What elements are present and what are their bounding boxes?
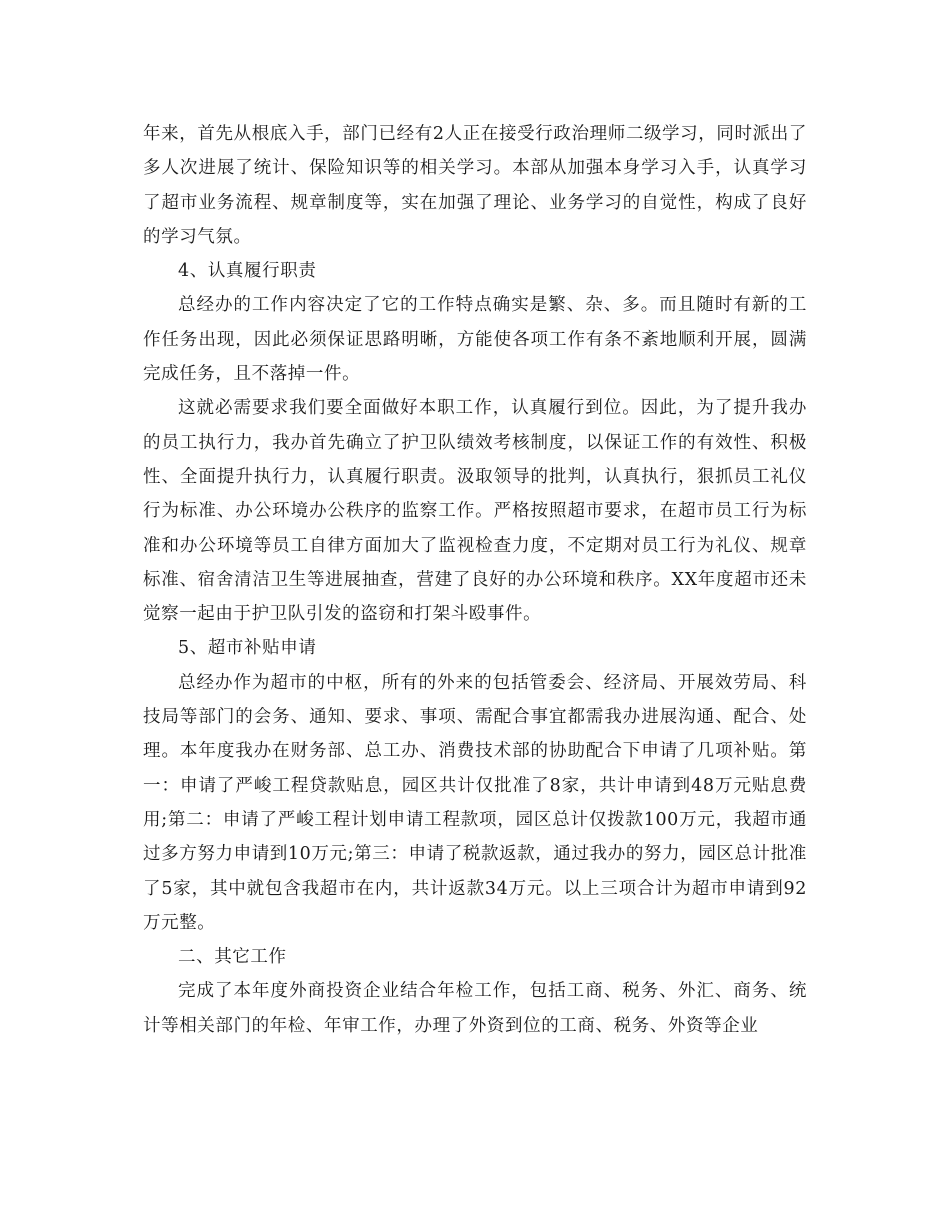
- section-heading-5: 5、超市补贴申请: [178, 638, 317, 659]
- paragraph-duties-detail: 这就必需要求我们要全面做好本职工作，认真履行到位。因此，为了提升我办的员工执行力，我办首先确立了护卫队绩效考核制度，以保证工作的有效性、积极性、全面提升执行力，认真履行职责。汲取领导的批判，认真执行，狠抓员工礼仪行为标准、办公环境办公秩序的监察工作。严格按照超市要求，在超市员工行为标准和办公环境等员工自律方面加大了监视检查力度，不定期对员工行为礼仪、规章标准、宿舍清洁卫生等进展抽查，营建了良好的办公环境和秩序。XX年度超市还未觉察一起由于护卫队引发的盗窃和打架斗殴事件。: [143, 398, 807, 625]
- paragraph-duties-intro: 总经办的工作内容决定了它的工作特点确实是繁、杂、多。而且随时有新的工作任务出现，因此必须保证思路明晰，方能使各项工作有条不紊地顺利开展，圆满完成任务，且不落掉一件。: [143, 295, 807, 385]
- paragraph-subsidy: 总经办作为超市的中枢，所有的外来的包括管委会、经济局、开展效劳局、科技局等部门的会务、通知、要求、事项、需配合事宜都需我办进展沟通、配合、处理。本年度我办在财务部、总工办、消费技术部的协助配合下申请了几项补贴。第一：申请了严峻工程贷款贴息，园区共计仅批准了8家，共计申请到48万元贴息费用;第二：申请了严峻工程计划申请工程款项，园区总计仅拨款100万元，我超市通过多方努力申请到10万元;第三：申请了税款返款，通过我办的努力，园区总计批准了5家，其中就包含我超市在内，共计返款34万元。以上三项合计为超市申请到92万元整。: [143, 672, 807, 933]
- section-heading-4: 4、认真履行职责: [178, 261, 317, 282]
- paragraph-other-work: 完成了本年度外商投资企业结合年检工作，包括工商、税务、外汇、商务、统计等相关部门的年检、年审工作，办理了外资到位的工商、税务、外资等企业: [143, 981, 807, 1036]
- paragraph-continued: 年来，首先从根底入手，部门已经有2人正在接受行政治理师二级学习，同时派出了多人次进展了统计、保险知识等的相关学习。本部从加强本身学习入手，认真学习了超市业务流程、规章制度等，实在加强了理论、业务学习的自觉性，构成了良好的学习气氛。: [143, 124, 807, 247]
- section-heading-other: 二、其它工作: [178, 947, 287, 968]
- document-body: [143, 117, 807, 1043]
